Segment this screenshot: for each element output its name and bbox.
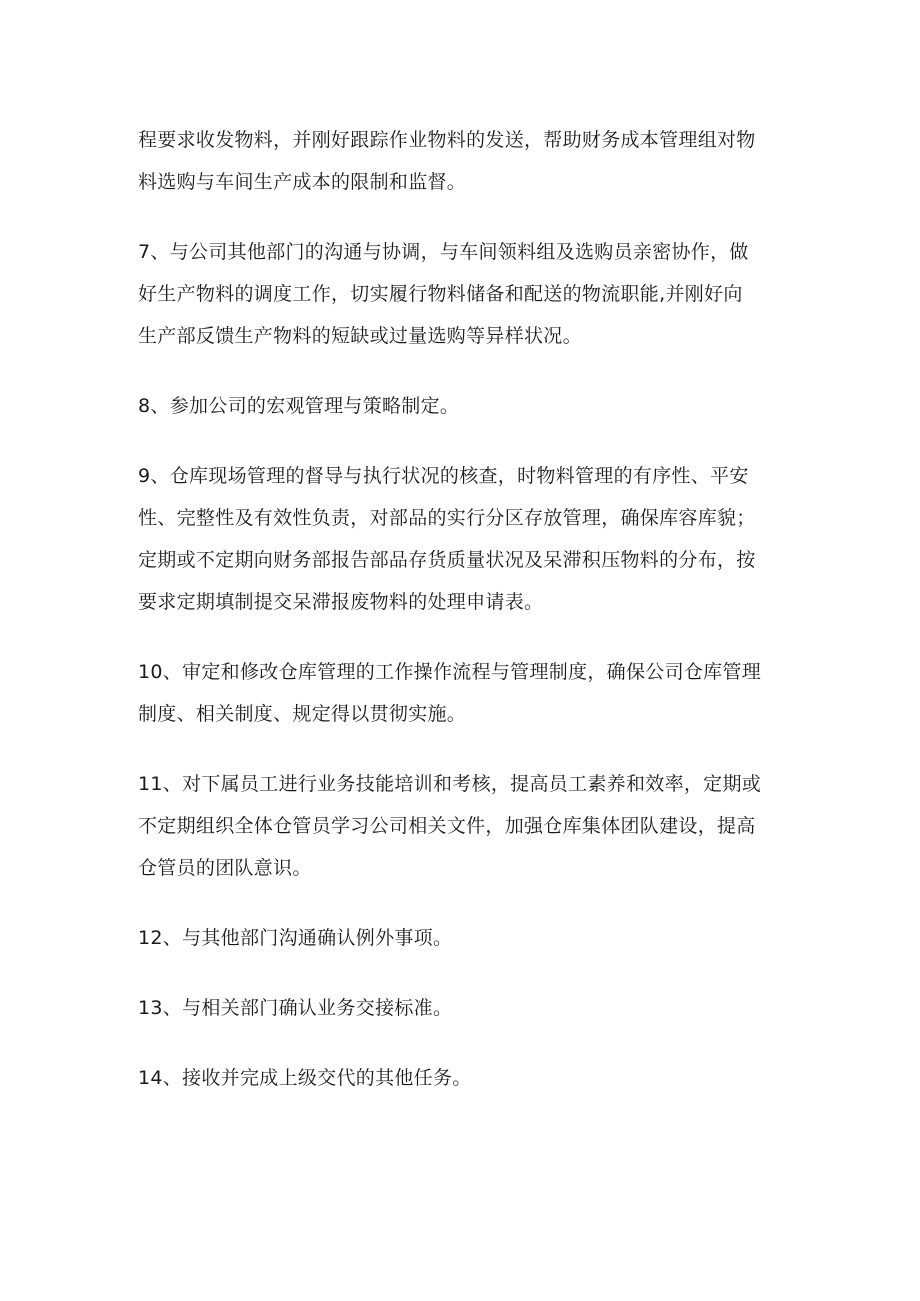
paragraph-item-13 bbox=[138, 987, 788, 1029]
text-line: 制度、相关制度、规定得以贯彻实施。 bbox=[138, 703, 467, 725]
paragraph-item-8 bbox=[138, 385, 788, 427]
text-line: 好生产物料的调度工作，切实履行物料储备和配送的物流职能,并刚好向 bbox=[138, 283, 743, 305]
text-line: 11、对下属员工进行业务技能培训和考核，提高员工素养和效率，定期或 bbox=[138, 773, 762, 795]
text-line: 14、接收并完成上级交代的其他任务。 bbox=[138, 1067, 472, 1089]
paragraph-item-12 bbox=[138, 917, 788, 959]
text-line: 10、审定和修改仓库管理的工作操作流程与管理制度，确保公司仓库管理 bbox=[138, 661, 762, 683]
text-line: 7、与公司其他部门的沟通与协调，与车间领料组及选购员亲密协作，做 bbox=[138, 241, 749, 263]
text-line: 料选购与车间生产成本的限制和监督。 bbox=[138, 171, 467, 193]
paragraph-item-7 bbox=[138, 231, 788, 357]
paragraph-item-14 bbox=[138, 1057, 788, 1099]
text-line: 程要求收发物料，并刚好跟踪作业物料的发送，帮助财务成本管理组对物 bbox=[138, 129, 756, 151]
text-line: 要求定期填制提交呆滞报废物料的处理申请表。 bbox=[138, 591, 544, 613]
text-line: 9、仓库现场管理的督导与执行状况的核查，时物料管理的有序性、平安 bbox=[138, 465, 749, 487]
text-line: 13、与相关部门确认业务交接标准。 bbox=[138, 997, 453, 1019]
document-page bbox=[138, 119, 788, 1127]
paragraph-item-10 bbox=[138, 651, 788, 735]
text-line: 仓管员的团队意识。 bbox=[138, 857, 312, 879]
text-line: 性、完整性及有效性负责，对部品的实行分区存放管理，确保库容库貌； bbox=[138, 507, 756, 529]
text-line: 定期或不定期向财务部报告部品存货质量状况及呆滞积压物料的分布，按 bbox=[138, 549, 756, 571]
text-line: 生产部反馈生产物料的短缺或过量选购等异样状况。 bbox=[138, 325, 582, 347]
paragraph-continued bbox=[138, 119, 788, 203]
paragraph-item-11 bbox=[138, 763, 788, 889]
text-line: 8、参加公司的宏观管理与策略制定。 bbox=[138, 395, 460, 417]
text-line: 不定期组织全体仓管员学习公司相关文件，加强仓库集体团队建设，提高 bbox=[138, 815, 756, 837]
paragraph-item-9 bbox=[138, 455, 788, 623]
text-line: 12、与其他部门沟通确认例外事项。 bbox=[138, 927, 453, 949]
